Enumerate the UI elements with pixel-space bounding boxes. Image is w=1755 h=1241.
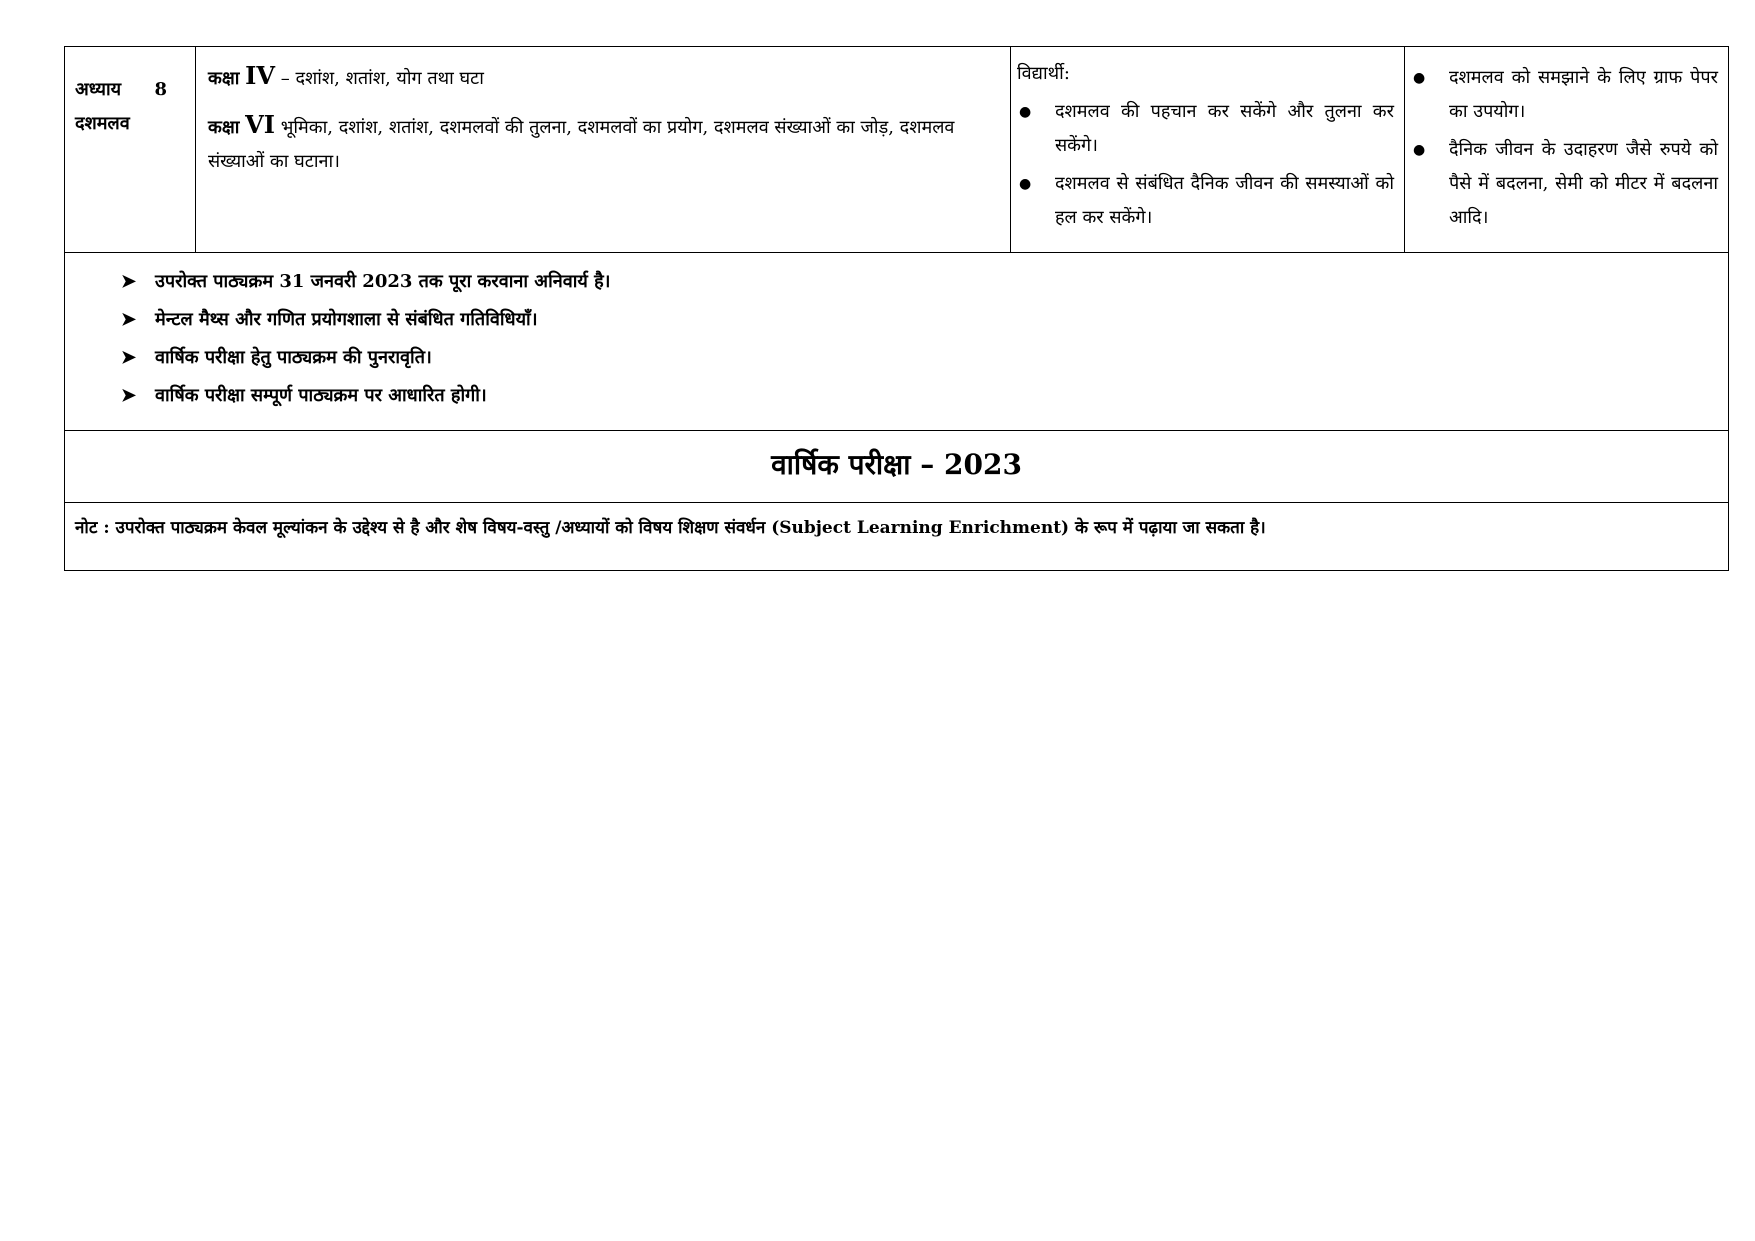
activity-item xyxy=(1411,133,1718,235)
note-text: वार्षिक परीक्षा हेतु पाठ्यक्रम की पुनरावृति। xyxy=(155,347,432,368)
note-text: वार्षिक परीक्षा सम्पूर्ण पाठ्यक्रम पर आधारित होगी। xyxy=(155,385,487,406)
class6-label: कक्षा xyxy=(208,117,240,138)
arrowhead-icon: ➤ xyxy=(121,385,137,406)
footer-note: नोट : उपरोक्त पाठ्यक्रम केवल मूल्यांकन के उद्देश्य से है और शेष विषय-वस्तु /अध्यायों को विषय शिक्षण संवर्धन (Subject Learning Enrichment) के रूप में पढ़ाया जा सकता है। xyxy=(75,518,1266,538)
activity-item xyxy=(1411,61,1718,129)
arrowhead-icon: ➤ xyxy=(121,347,137,368)
footer-note-cell xyxy=(65,503,1729,571)
activities-list xyxy=(1411,61,1718,235)
class4-content xyxy=(208,59,998,96)
class6-text: भूमिका, दशांश, शतांश, दशमलवों की तुलना, दशमलवों का प्रयोग, दशमलव संख्याओं का जोड़, दशमलव संख्याओं का घटाना। xyxy=(208,117,955,172)
activity-text: दशमलव को समझाने के लिए ग्राफ पेपर का उपयोग। xyxy=(1449,67,1718,122)
class6-roman: VI xyxy=(245,110,275,139)
objectives-cell xyxy=(1011,47,1405,253)
class6-content xyxy=(208,108,998,179)
notes-list xyxy=(121,263,1718,415)
note-item xyxy=(121,263,1718,301)
notes-row xyxy=(65,253,1729,431)
notes-cell xyxy=(65,253,1729,431)
chapter-row xyxy=(65,47,1729,253)
objectives-heading: विद्यार्थी: xyxy=(1017,63,1070,84)
objective-text: दशमलव की पहचान कर सकेंगे और तुलना कर सकेंगे। xyxy=(1055,101,1394,156)
footer-note-row xyxy=(65,503,1729,571)
arrowhead-icon: ➤ xyxy=(121,271,137,292)
content-cell xyxy=(196,47,1011,253)
exam-heading: वार्षिक परीक्षा – 2023 xyxy=(771,448,1022,481)
class4-roman: IV xyxy=(245,61,275,90)
arrowhead-icon: ➤ xyxy=(121,309,137,330)
chapter-heading xyxy=(75,73,167,107)
objectives-list xyxy=(1017,95,1394,235)
note-text: उपरोक्त पाठ्यक्रम 31 जनवरी 2023 तक पूरा करवाना अनिवार्य है। xyxy=(155,271,611,292)
chapter-number: 8 xyxy=(154,79,167,100)
objective-item xyxy=(1017,167,1394,235)
chapter-name: दशमलव xyxy=(75,113,130,134)
note-item xyxy=(121,339,1718,377)
objective-item xyxy=(1017,95,1394,163)
note-item xyxy=(121,377,1718,415)
syllabus-table xyxy=(64,46,1729,571)
objective-text: दशमलव से संबंधित दैनिक जीवन की समस्याओं को हल कर सकेंगे। xyxy=(1055,173,1394,228)
activities-cell xyxy=(1405,47,1729,253)
chapter-cell xyxy=(65,47,196,253)
exam-heading-cell xyxy=(65,431,1729,503)
chapter-word: अध्याय xyxy=(75,79,122,100)
activity-text: दैनिक जीवन के उदाहरण जैसे रुपये को पैसे में बदलना, सेमी को मीटर में बदलना आदि। xyxy=(1449,139,1718,228)
note-item xyxy=(121,301,1718,339)
exam-row xyxy=(65,431,1729,503)
class4-label: कक्षा xyxy=(208,68,240,89)
class4-text: – दशांश, शतांश, योग तथा घटा xyxy=(275,68,484,89)
note-text: मेन्टल मैथ्स और गणित प्रयोगशाला से संबंधित गतिविधियाँ। xyxy=(155,309,538,330)
